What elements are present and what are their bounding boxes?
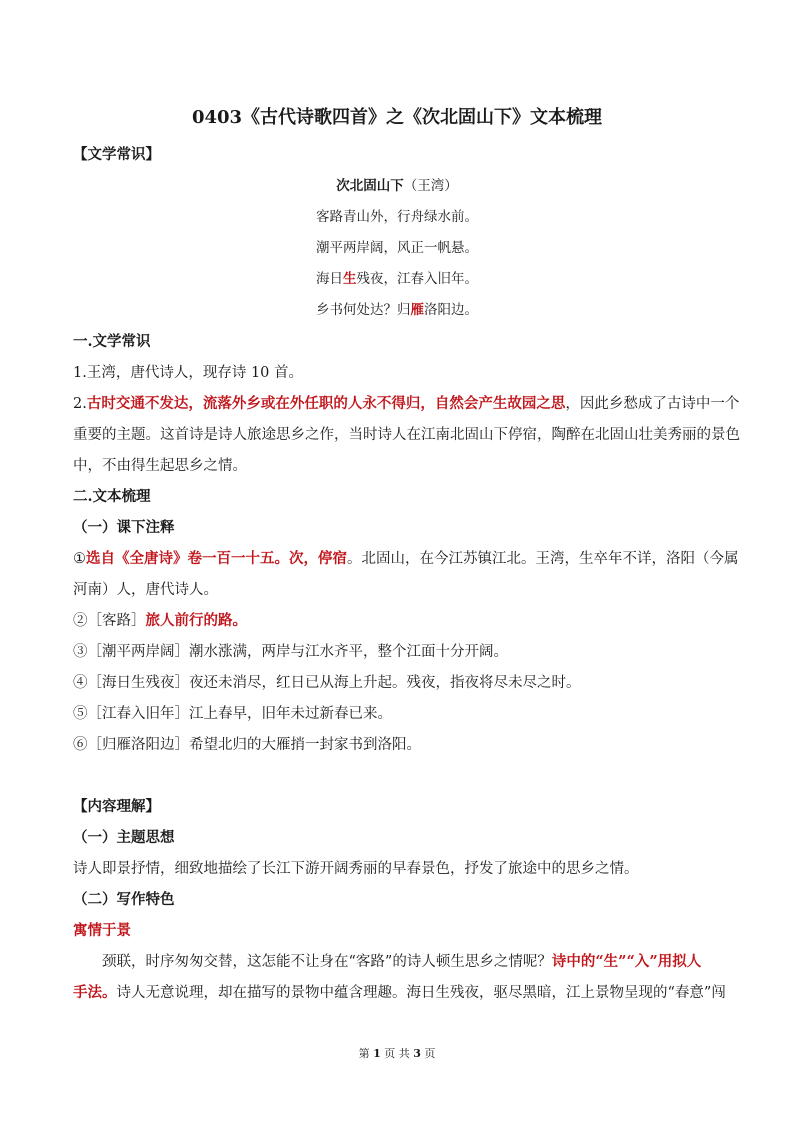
note-2-term: ②［客路］ (73, 613, 146, 629)
paragraph-2-prefix: 2. (73, 396, 87, 412)
note-2 (73, 611, 723, 631)
feature-line-2-text: 诗人无意说理，却在描写的景物中蕴含理趣。海日生残夜，驱尽黑暗，江上景物呈现的“春意”闯 (116, 985, 726, 1001)
poem-line-4-part: 洛阳边。 (424, 302, 478, 318)
poem-line-3-part: 残夜，江春入旧年。 (356, 271, 478, 287)
note-1-line-2: 河南）人，唐代诗人。 (73, 582, 218, 598)
section-literary-heading: 【文学常识】 (73, 146, 160, 163)
feature-line-2 (73, 983, 726, 1003)
document-title: 0403《古代诗歌四首》之《次北固山下》文本梳理 (191, 107, 603, 128)
paragraph-2-line-1 (73, 394, 740, 414)
paragraph-2-highlight: 古时交通不发达，流落外乡或在外任职的人永不得归，自然会产生故园之思 (86, 395, 566, 412)
poem-line-3-part: 海日 (316, 271, 343, 287)
current-page-number: 1 (373, 1047, 381, 1060)
feature-line-2-highlight: 手法。 (73, 984, 117, 1001)
theme-text: 诗人即景抒情，细致地描绘了长江下游开阔秀丽的早春景色，抒发了旅途中的思乡之情。 (73, 861, 639, 877)
total-page-count: 3 (413, 1047, 421, 1060)
note-1-number: ① (73, 551, 86, 567)
paragraph-1: 1.王湾，唐代诗人，现存诗 10 首。 (73, 365, 304, 381)
subheading-theme: （一）主题思想 (73, 829, 175, 846)
feature-line-1 (73, 952, 752, 972)
poem-line-1: 客路青山外，行舟绿水前。 (316, 209, 478, 225)
poem-line-4 (0, 300, 794, 320)
paragraph-2-line-3: 中，不由得生起思乡之情。 (73, 458, 247, 474)
subheading-features: （二）写作特色 (73, 891, 175, 908)
poem-line-2: 潮平两岸阔，风正一帆悬。 (316, 240, 478, 256)
poem-line-3 (0, 269, 794, 289)
footer-text: 页 (420, 1047, 436, 1060)
note-1-rest: 。北固山，在今江苏镇江北。王湾，生卒年不详，洛阳（今属 (347, 551, 739, 567)
note-1-highlight: 选自《全唐诗》卷一百一十五。次，停宿 (86, 550, 347, 567)
heading-literary-knowledge: 一.文学常识 (73, 333, 151, 350)
poem-highlight-yan: 雁 (410, 302, 424, 318)
footer-text: 页 共 (380, 1047, 414, 1060)
footer-text: 第 (358, 1047, 374, 1060)
note-4: ④［海日生残夜］夜还未消尽，红日已从海上升起。残夜，指夜将尽未尽之时。 (73, 675, 581, 691)
page-footer (0, 1045, 794, 1061)
feature-line-1-highlight: 诗中的“生”“入”用拟人 (551, 953, 702, 970)
paragraph-2-line-2: 重要的主题。这首诗是诗人旅途思乡之作，当时诗人在江南北固山下停宿，陶醉在北固山壮美秀丽的景色 (73, 427, 740, 443)
feature-title: 寓情于景 (73, 922, 131, 939)
note-5: ⑤［江春入旧年］江上春早，旧年未过新春已来。 (73, 706, 392, 722)
feature-line-1-text: 颈联，时序匆匆交替，这怎能不让身在“客路”的诗人顿生思乡之情呢？ (102, 954, 552, 970)
poem-line-4-part: 乡书何处达？归 (316, 302, 411, 318)
heading-text-analysis: 二.文本梳理 (73, 488, 151, 505)
subheading-notes: （一）课下注释 (73, 519, 175, 536)
paragraph-2-rest: ，因此乡愁成了古诗中一个 (565, 396, 740, 412)
poem-author: （王湾） (403, 178, 458, 194)
poem-heading (0, 176, 794, 196)
note-3: ③［潮平两岸阔］潮水涨满，两岸与江水齐平，整个江面十分开阔。 (73, 644, 508, 660)
note-6: ⑥［归雁洛阳边］希望北归的大雁捎一封家书到洛阳。 (73, 737, 421, 753)
poem-title: 次北固山下 (336, 178, 404, 194)
note-1-line-1 (73, 549, 739, 569)
note-2-highlight: 旅人前行的路。 (145, 612, 247, 629)
poem-highlight-sheng: 生 (343, 271, 357, 287)
section-content-heading: 【内容理解】 (73, 798, 160, 815)
